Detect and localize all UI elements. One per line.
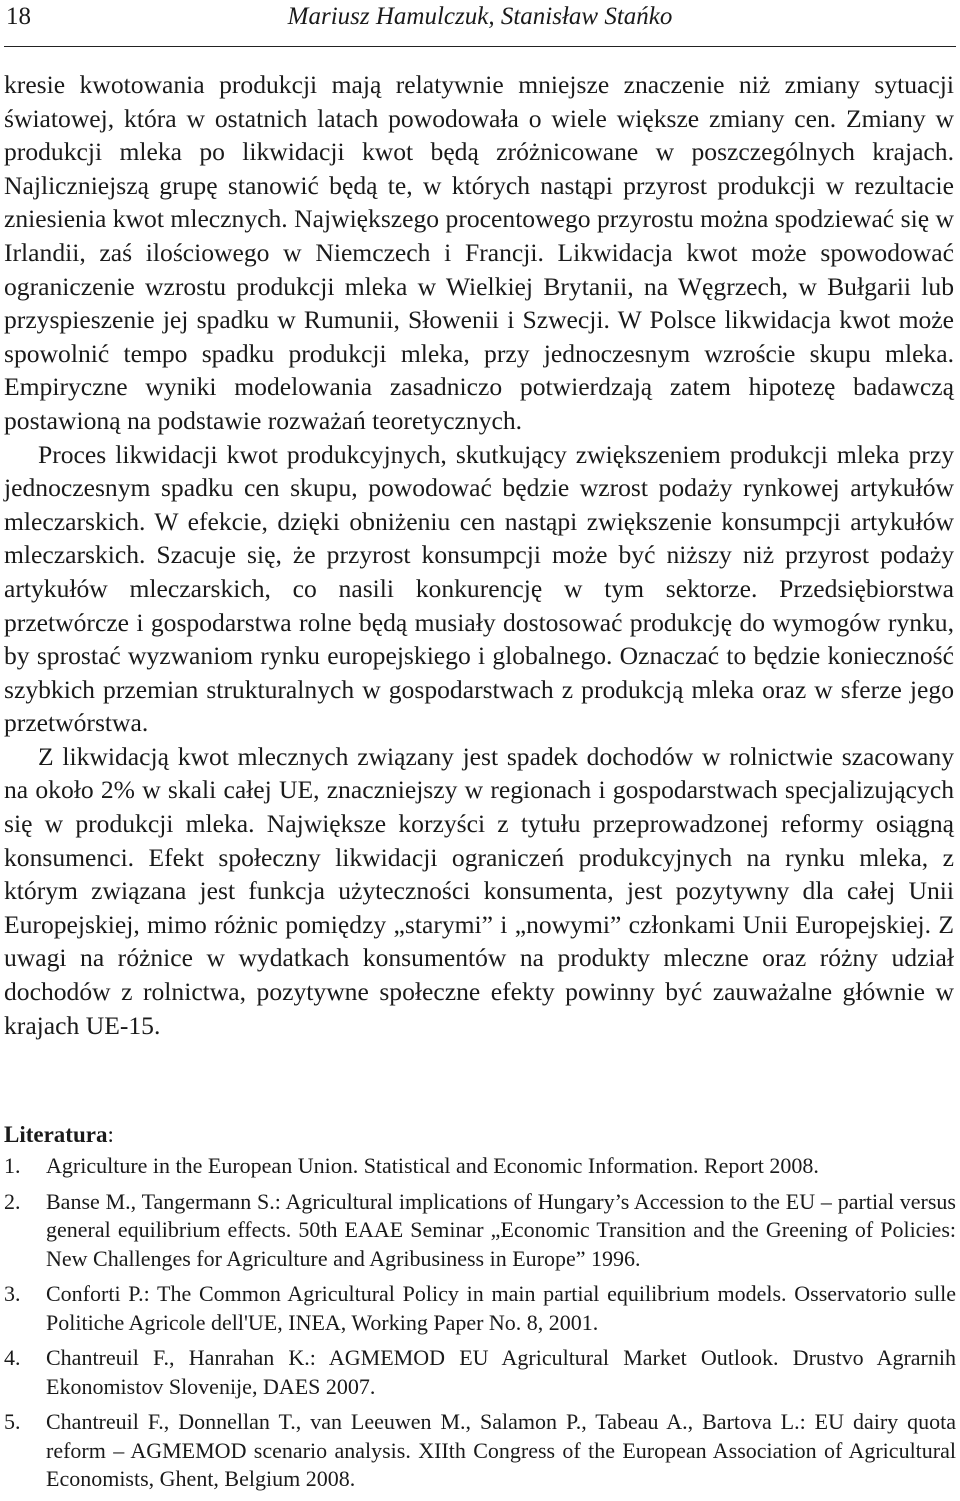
reference-item [4, 1344, 956, 1401]
literature-heading [4, 1122, 114, 1148]
paragraph: Z likwidacją kwot mlecznych związany jest spadek dochodów w rolnictwie szacowany na około 2% w skali całej UE, znaczniejszy w regionach i gospodarstwach specjalizujących się w produkcji mleka. Największe korzyści z tytułu przeprowadzonej reformy osiągną konsumenci. Efekt społeczny likwidacji ograniczeń produkcyjnych na rynku mleka, z którym związana jest funkcja użyteczności konsumenta, jest pozytywny dla całej Unii Europejskiej, mimo różnic pomiędzy „starymi” i „nowymi” członkami Unii Europejskiej. Z uwagi na różnice w wydatkach konsumentów na produkty mleczne oraz różny udział dochodów z rolnictwa, pozytywne społeczne efekty powinny być zauważalne głównie w krajach UE-15. [4, 741, 954, 1040]
page-header [4, 0, 956, 47]
reference-text: Conforti P.: The Common Agricultural Policy in main partial equilibrium models. Osservatorio sulle Politiche Agricole dell'UE, INEA, Working Paper No. 8, 2001. [46, 1281, 956, 1335]
reference-text: Banse M., Tangermann S.: Agricultural implications of Hungary’s Accession to the EU – partial versus general equilibrium effects. 50th EAAE Seminar „Economic Transition and the Greening of Policies: New Challenges for Agriculture and Agribusiness in Europe” 1996. [46, 1188, 956, 1271]
literature-colon: : [107, 1122, 114, 1147]
reference-number: 5. [4, 1409, 21, 1434]
reference-number: 4. [4, 1345, 21, 1370]
reference-item [4, 1188, 956, 1274]
reference-number: 2. [4, 1188, 21, 1214]
reference-list [4, 1152, 956, 1501]
reference-text: Agriculture in the European Union. Statistical and Economic Information. Report 2008. [46, 1153, 819, 1178]
reference-item [4, 1280, 956, 1337]
body-text [4, 68, 954, 1042]
reference-text: Chantreuil F., Hanrahan K.: AGMEMOD EU Agricultural Market Outlook. Drustvo Agrarnih Ekonomistov Slovenije, DAES 2007. [46, 1345, 956, 1399]
reference-item [4, 1408, 956, 1494]
paragraph: kresie kwotowania produkcji mają relatywnie mniejsze znaczenie niż zmiany sytuacji światowej, która w ostatnich latach powodowała o wiele większe zmiany cen. Zmiany w produkcji mleka po likwidacji kwot będą zróżnicowane w poszczególnych krajach. Najliczniejszą grupę stanowić będą te, w których nastąpi przyrost produkcji w rezultacie zniesienia kwot mlecznych. Największego procentowego przyrostu można spodziewać się w Irlandii, zaś ilościowego w Niemczech i Francji. Likwidacja kwot może spowodować ograniczenie wzrostu produkcji mleka w Wielkiej Brytanii, na Węgrzech, w Bułgarii lub przyspieszenie jej spadku w Rumunii, Słowenii i Szwecji. W Polsce likwidacja kwot może spowolnić tempo spadku produkcji mleka, przy jednoczesnym wzroście skupu mleka. Empiryczne wyniki modelowania zasadniczo potwierdzają zatem hipotezę badawczą postawioną na podstawie rozważań teoretycznych. [4, 70, 954, 435]
reference-item [4, 1152, 956, 1181]
paragraph: Proces likwidacji kwot produkcyjnych, skutkujący zwiększeniem produkcji mleka przy jednoczesnym spadku cen skupu, powodować będzie wzrost podaży rynkowej artykułów mleczarskich. W efekcie, dzięki obniżeniu cen nastąpi zwiększenie konsumpcji artykułów mleczarskich. Szacuje się, że przyrost konsumpcji może być niższy niż przyrost podaży artykułów mleczarskich, co nasili konkurencję w tym sektorze. Przedsiębiorstwa przetwórcze i gospodarstwa rolne będą musiały dostosować produkcję do wymogów rynku, by sprostać wyzwaniom rynku europejskiego i globalnego. Oznaczać to będzie konieczność szybkich przemian strukturalnych w gospodarstwach z produkcją mleka oraz w sferze jego przetwórstwa. [4, 439, 954, 738]
reference-number: 1. [4, 1153, 21, 1178]
page-number: 18 [6, 3, 31, 30]
reference-number: 3. [4, 1281, 21, 1306]
reference-text: Chantreuil F., Donnellan T., van Leeuwen M., Salamon P., Tabeau A., Bartova L.: EU dairy quota reform – AGMEMOD scenario analysis. XIIth Congress of the European Association of Agricultural Economists, Ghent, Belgium 2008. [46, 1409, 956, 1491]
running-title: Mariusz Hamulczuk, Stanisław Stańko [287, 3, 673, 30]
literature-title: Literatura [4, 1122, 108, 1147]
